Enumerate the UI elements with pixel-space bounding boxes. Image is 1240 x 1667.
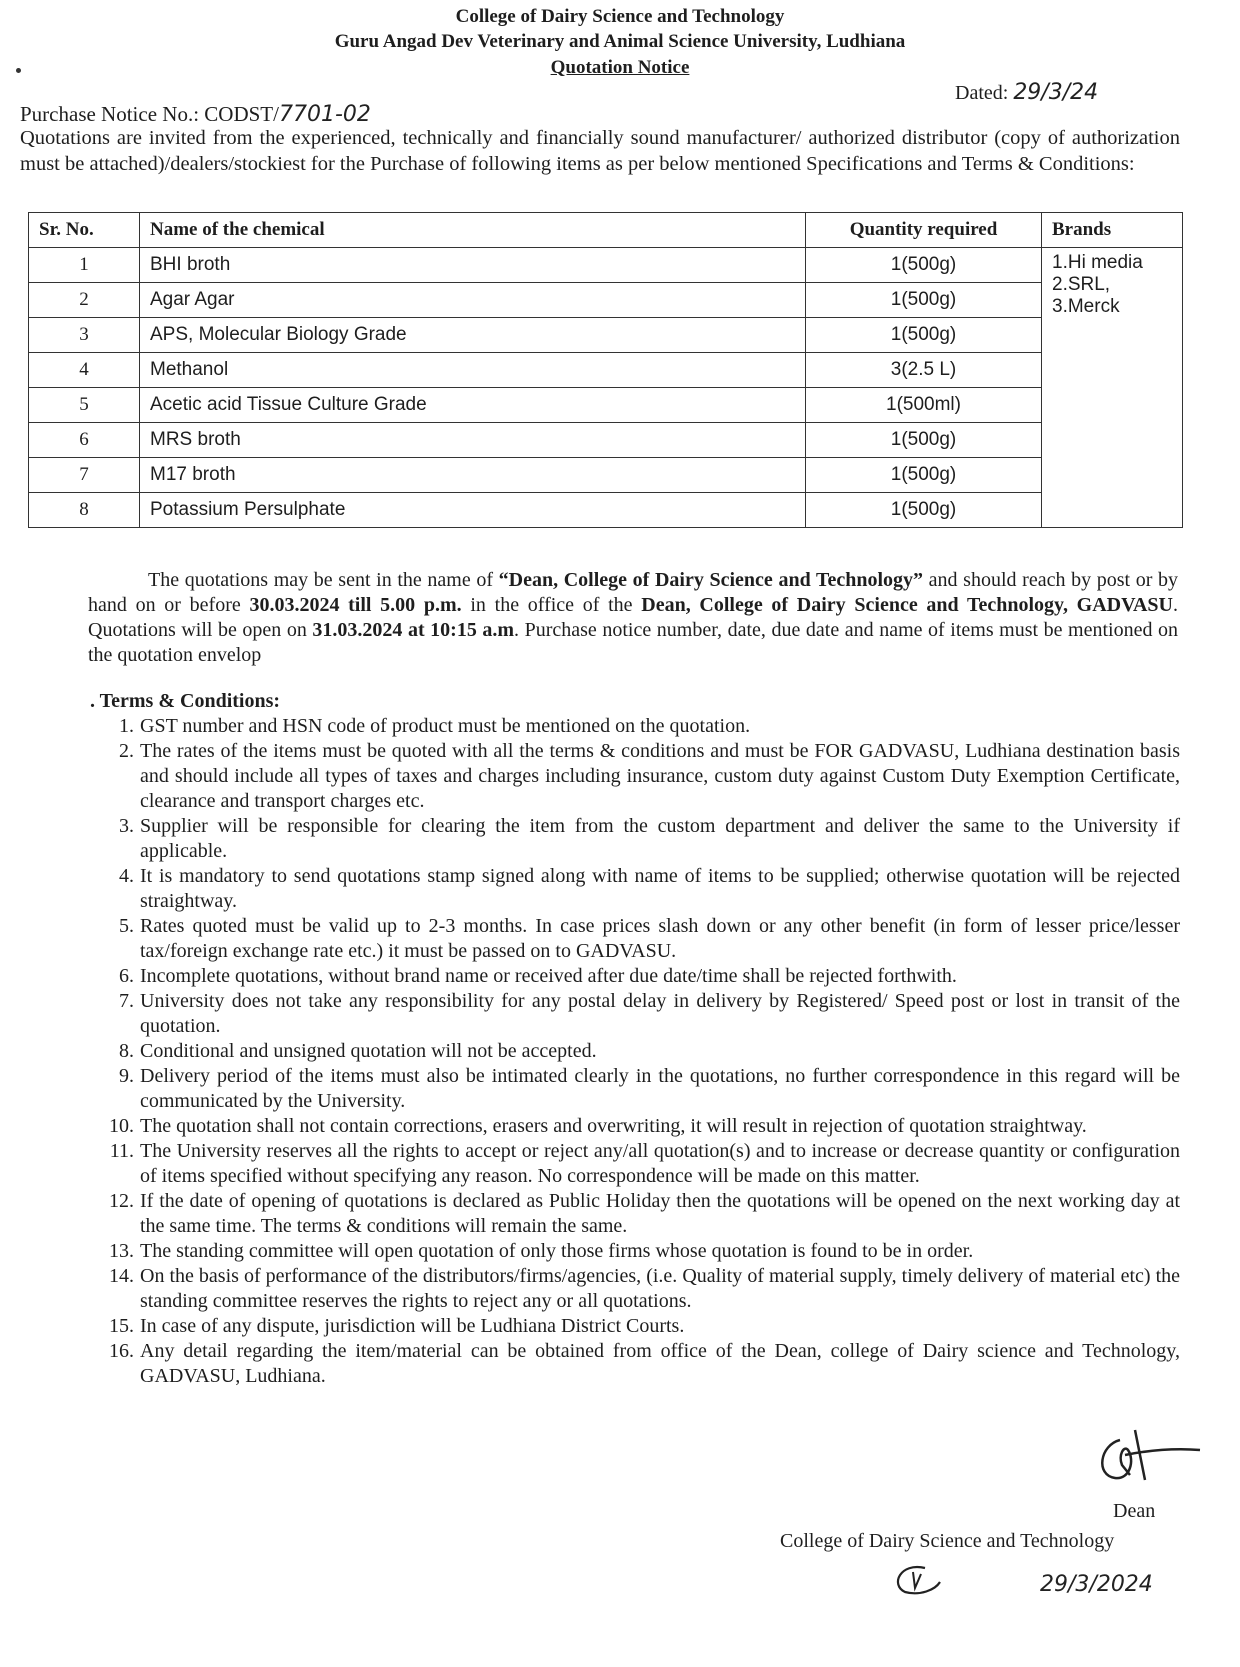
cell-name: Acetic acid Tissue Culture Grade <box>140 388 806 423</box>
table-row <box>29 248 1183 283</box>
list-item <box>100 964 1180 989</box>
term-number: 14. <box>109 1265 134 1287</box>
cell-sr: 4 <box>29 353 140 388</box>
list-item <box>100 814 1180 864</box>
para-text: and should reach by post or by hand on or before <box>88 569 1178 616</box>
chemicals-table <box>28 212 1183 528</box>
list-item <box>100 1139 1180 1189</box>
cell-name: APS, Molecular Biology Grade <box>140 318 806 353</box>
terms-heading: . Terms & Conditions: <box>90 690 281 712</box>
intro-paragraph: Quotations are invited from the experienced, technically and financially sound manufacturer/ authorized distributor (copy of authorization must be attached)/dealers/stockiest for the Purchase of following items as per below mentioned Specifications and Terms & Conditions: <box>20 127 1180 175</box>
term-text: On the basis of performance of the distributors/firms/agencies, (i.e. Quality of material supply, timely delivery of material etc) the standing committee reserves the rights to reject any or all quotations. <box>140 1265 1180 1312</box>
term-text: In case of any dispute, jurisdiction will be Ludhiana District Courts. <box>140 1315 685 1337</box>
initials-icon <box>885 1560 945 1600</box>
list-item <box>100 914 1180 964</box>
term-text: The quotation shall not contain corrections, erasers and overwriting, it will result in rejection of quotation straightway. <box>140 1115 1087 1137</box>
dated-value: 29/3/24 <box>1013 80 1099 105</box>
col-header-brands: Brands <box>1042 213 1183 248</box>
cell-brands <box>1042 248 1183 528</box>
para-bold: 30.03.2024 till 5.00 p.m. <box>249 594 462 616</box>
cell-qty: 1(500g) <box>806 248 1042 283</box>
list-item <box>100 1064 1180 1114</box>
cell-name: M17 broth <box>140 458 806 493</box>
para-bold: “Dean, College of Dairy Science and Technology” <box>498 569 924 591</box>
list-item <box>100 1239 1180 1264</box>
term-text: The standing committee will open quotation of only those firms whose quotation is found to be in order. <box>140 1240 974 1262</box>
list-item <box>100 1114 1180 1139</box>
cell-qty: 1(500g) <box>806 423 1042 458</box>
term-text: Supplier will be responsible for clearing the item from the custom department and deliver the same to the University if applicable. <box>140 815 1180 862</box>
cell-name: Agar Agar <box>140 283 806 318</box>
terms-list <box>100 714 1180 1389</box>
term-text: It is mandatory to send quotations stamp signed along with name of items to be supplied; otherwise quotation will be rejected straightway. <box>140 865 1180 912</box>
para-text: . Quotations will be open on <box>88 594 1178 641</box>
signatory-title: Dean <box>1113 1500 1156 1522</box>
table-row <box>29 388 1183 423</box>
term-number: 1. <box>119 715 134 737</box>
cell-sr: 6 <box>29 423 140 458</box>
cell-qty: 1(500g) <box>806 318 1042 353</box>
dated-label: Dated: <box>955 82 1009 104</box>
cell-qty: 1(500g) <box>806 283 1042 318</box>
cell-qty: 3(2.5 L) <box>806 353 1042 388</box>
table-row <box>29 458 1183 493</box>
term-number: 3. <box>119 815 134 837</box>
term-number: 16. <box>109 1340 134 1362</box>
cell-name: Methanol <box>140 353 806 388</box>
para-text: . Purchase notice number, date, due date and name of items must be mentioned on the quotation envelop <box>88 619 1179 666</box>
term-number: 7. <box>119 990 134 1012</box>
term-text: Incomplete quotations, without brand name or received after due date/time shall be rejected forthwith. <box>140 965 957 987</box>
para-bold: Dean, College of Dairy Science and Technology, GADVASU <box>641 594 1173 616</box>
list-item <box>100 864 1180 914</box>
list-item <box>100 1039 1180 1064</box>
cell-sr: 7 <box>29 458 140 493</box>
table-row <box>29 493 1183 528</box>
term-number: 8. <box>119 1040 134 1062</box>
handwritten-date: 29/3/2024 <box>1040 1572 1153 1597</box>
term-text: The rates of the items must be quoted with all the terms & conditions and must be FOR GADVASU, Ludhiana destination basis and should include all types of taxes and charges including insurance, custom duty against Custom Duty Exemption Certificate, clearance and transport charges etc. <box>140 740 1180 812</box>
para-text: in the office of the <box>461 594 642 616</box>
cell-qty: 1(500g) <box>806 493 1042 528</box>
col-header-qty: Quantity required <box>806 213 1042 248</box>
brand-item: 3.Merck <box>1052 296 1120 317</box>
dean-signature-icon <box>1090 1420 1210 1500</box>
list-item <box>100 989 1180 1039</box>
para-bold: 31.03.2024 at 10:15 a.m <box>312 619 515 641</box>
term-text: Rates quoted must be valid up to 2-3 months. In case prices slash down or any other benefit (in form of lesser price/lesser tax/foreign exchange rate etc.) it must be passed on to GADVASU. <box>140 915 1180 962</box>
term-number: 9. <box>119 1065 134 1087</box>
cell-name: BHI broth <box>140 248 806 283</box>
term-text: Conditional and unsigned quotation will not be accepted. <box>140 1040 597 1062</box>
cell-name: Potassium Persulphate <box>140 493 806 528</box>
table-row <box>29 353 1183 388</box>
list-item <box>100 1264 1180 1314</box>
purchase-notice-line <box>20 102 371 127</box>
term-text: GST number and HSN code of product must be mentioned on the quotation. <box>140 715 751 737</box>
term-text: Any detail regarding the item/material can be obtained from office of the Dean, college of Dairy science and Technology, GADVASU, Ludhiana. <box>140 1340 1180 1387</box>
brand-item: 2.SRL, <box>1052 274 1111 295</box>
college-name: College of Dairy Science and Technology <box>455 6 785 27</box>
term-number: 4. <box>119 865 134 887</box>
list-item <box>100 1189 1180 1239</box>
cell-sr: 2 <box>29 283 140 318</box>
para-text: The quotations may be sent in the name of <box>148 569 499 591</box>
term-number: 12. <box>109 1190 134 1212</box>
term-number: 10. <box>109 1115 134 1137</box>
term-text: Delivery period of the items must also be intimated clearly in the quotations, no further correspondence in this regard will be communicated by the University. <box>140 1065 1180 1112</box>
term-number: 5. <box>119 915 134 937</box>
list-item <box>100 739 1180 814</box>
cell-sr: 3 <box>29 318 140 353</box>
list-item <box>100 1314 1180 1339</box>
table-row <box>29 318 1183 353</box>
brand-item: 1.Hi media <box>1052 252 1143 273</box>
dated-line <box>955 80 1098 105</box>
col-header-name: Name of the chemical <box>140 213 806 248</box>
document-title: Quotation Notice <box>550 57 690 78</box>
table-row <box>29 283 1183 318</box>
table-header-row <box>29 213 1183 248</box>
purchase-notice-number: 7701-02 <box>278 102 371 127</box>
submission-paragraph <box>88 568 1178 668</box>
term-number: 13. <box>109 1240 134 1262</box>
cell-sr: 1 <box>29 248 140 283</box>
signatory-college: College of Dairy Science and Technology <box>780 1530 1115 1552</box>
term-number: 6. <box>119 965 134 987</box>
list-item <box>100 714 1180 739</box>
term-number: 2. <box>119 740 134 762</box>
cell-sr: 5 <box>29 388 140 423</box>
term-number: 11. <box>109 1140 134 1162</box>
term-text: If the date of opening of quotations is declared as Public Holiday then the quotations will be opened on the next working day at the same time. The terms & conditions will remain the same. <box>140 1190 1180 1237</box>
cell-name: MRS broth <box>140 423 806 458</box>
university-name: Guru Angad Dev Veterinary and Animal Science University, Ludhiana <box>334 31 906 52</box>
term-text: The University reserves all the rights to accept or reject any/all quotation(s) and to increase or decrease quantity or configuration of items specified without specifying any reason. No correspondence will be made on this matter. <box>140 1140 1180 1187</box>
purchase-notice-label: Purchase Notice No.: CODST/ <box>20 102 279 126</box>
list-item <box>100 1339 1180 1389</box>
cell-qty: 1(500ml) <box>806 388 1042 423</box>
cell-qty: 1(500g) <box>806 458 1042 493</box>
document-header <box>0 4 1240 81</box>
term-text: University does not take any responsibility for any postal delay in delivery by Registered/ Speed post or lost in transit of the quotation. <box>140 990 1180 1037</box>
col-header-sr: Sr. No. <box>29 213 140 248</box>
table-row <box>29 423 1183 458</box>
term-number: 15. <box>109 1315 134 1337</box>
cell-sr: 8 <box>29 493 140 528</box>
